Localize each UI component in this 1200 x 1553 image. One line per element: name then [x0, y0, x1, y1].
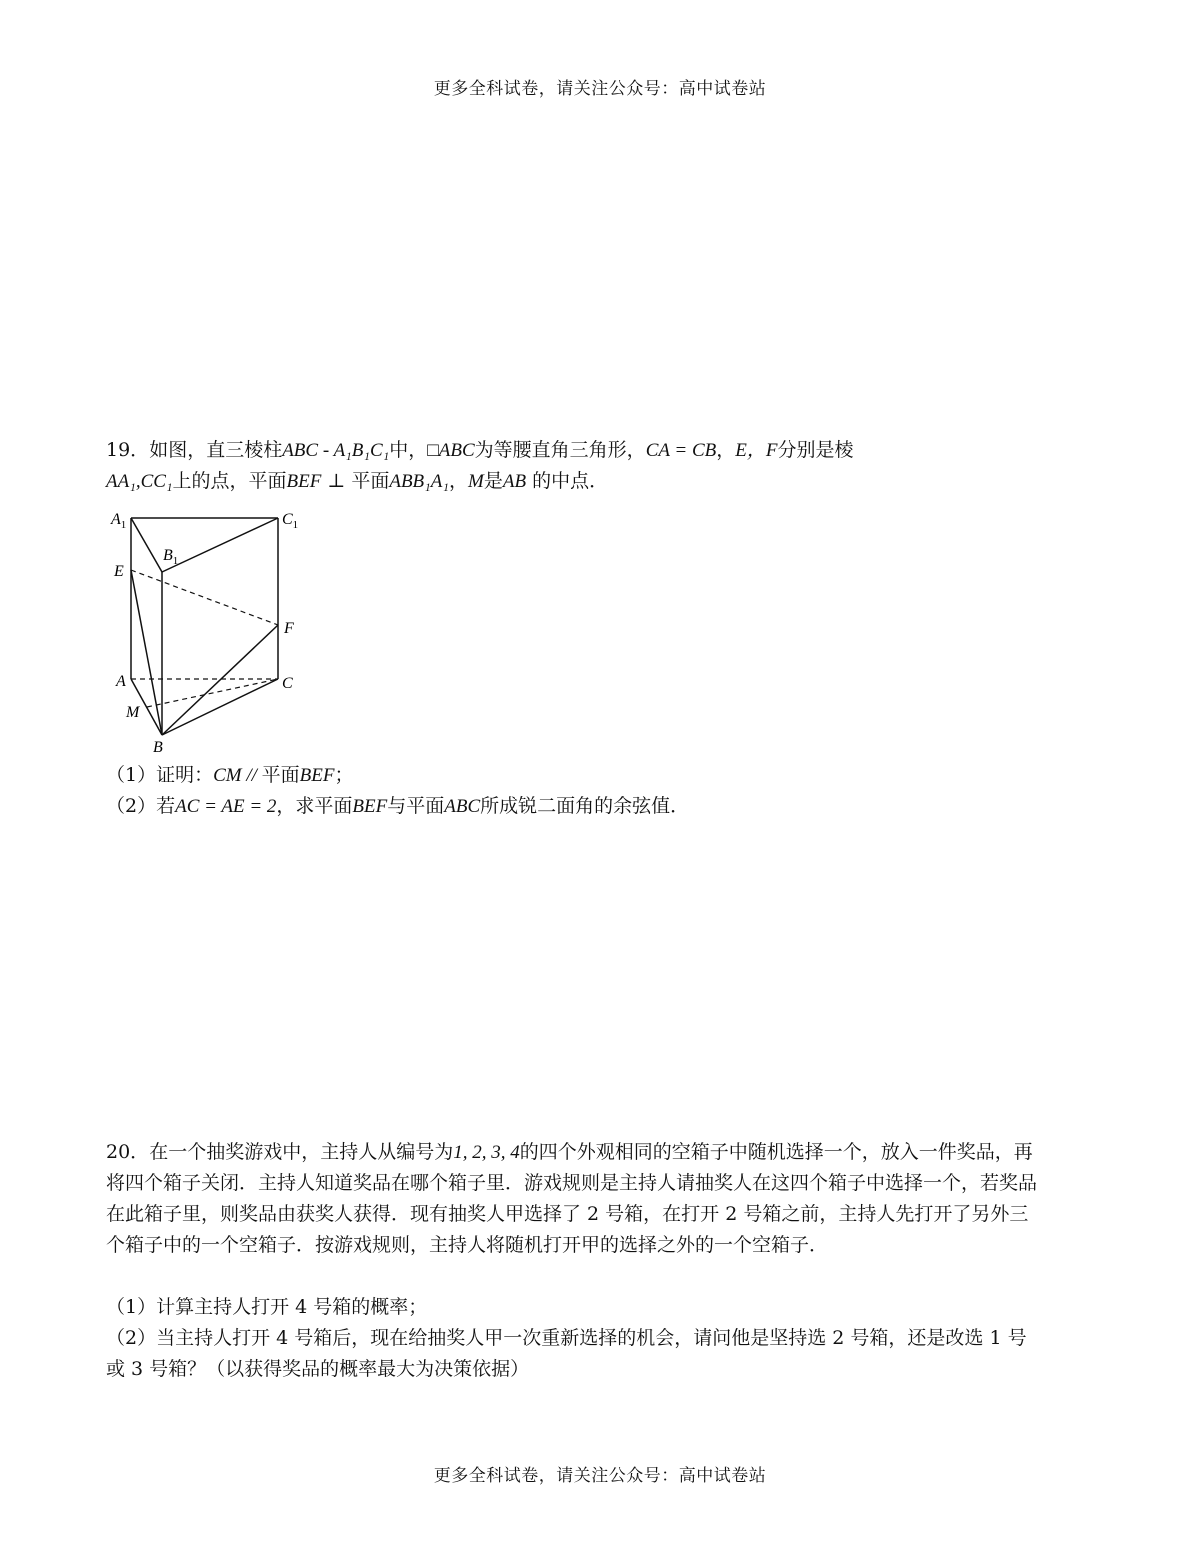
edge-cm-hidden [147, 679, 278, 707]
q19-plane-abb: ABB₁A₁ [389, 471, 449, 492]
edge-bc [162, 679, 278, 735]
q19-part2-text: 与平面 [387, 795, 445, 817]
q19-part2-math: AC = AE = 2 [175, 796, 277, 817]
q19-part2-plane-bef: BEF [352, 796, 388, 817]
q19-part-1 [106, 760, 689, 791]
q19-point-m: M [468, 471, 484, 492]
label-a: A [116, 673, 126, 690]
page-footer: 更多全科试卷，请关注公众号：高中试卷站 [433, 1466, 767, 1486]
q19-text: ， [448, 470, 468, 492]
label-c: C [282, 675, 293, 692]
q19-parts [106, 760, 689, 822]
q19-edges: AA₁,CC₁ [106, 471, 173, 492]
q19-triangle: □ABC [427, 440, 475, 461]
label-a1: $A_1$ [111, 511, 127, 531]
q19-part2-end: 所成锐二面角的余弦值． [480, 795, 690, 817]
q19-perp: ⊥ [321, 470, 352, 492]
label-m: M [126, 704, 140, 721]
q19-line-2 [106, 466, 1041, 497]
q19-part1-label: （1）证明： [106, 764, 214, 786]
page-header: 更多全科试卷，请关注公众号：高中试卷站 [433, 79, 767, 99]
label-e: E [114, 563, 124, 580]
q20-number: 20． [106, 1141, 150, 1163]
prism-figure [106, 500, 336, 755]
q19-part2-label: （2）若 [106, 795, 176, 817]
q19-equation: CA = CB [645, 440, 717, 461]
q19-part1-plane: BEF [299, 765, 335, 786]
q19-number: 19． [106, 439, 150, 461]
q19-points-ef: E，F [735, 440, 778, 461]
label-b1: $B_1$ [163, 547, 179, 567]
q19-text: 为等腰直角三角形， [474, 439, 646, 461]
edge-bf [162, 625, 278, 735]
q19-text: ， [716, 439, 736, 461]
question-20 [106, 1137, 1041, 1261]
question-19 [106, 435, 1041, 497]
q19-text: 上的点，平面 [172, 470, 287, 492]
q19-part1-math: CM // [213, 765, 262, 786]
q19-segment-ab: AB [502, 471, 527, 492]
edge-b1c1 [162, 518, 278, 572]
q20-parts [106, 1292, 1041, 1385]
label-b: B [153, 739, 163, 755]
q19-part-2 [106, 791, 689, 822]
q19-line-1 [106, 435, 1041, 466]
q19-part2-text: ，求平面 [276, 795, 353, 817]
q19-text: 的中点． [526, 470, 609, 492]
q19-plane-bef: BEF [286, 471, 322, 492]
q19-text: 如图，直三棱柱 [149, 439, 283, 461]
q19-text: 中， [389, 439, 428, 461]
q20-part-1: （1）计算主持人打开 4 号箱的概率； [106, 1296, 428, 1318]
q20-box-numbers: 1, 2, 3, 4 [453, 1142, 520, 1163]
q20-body-2: 的四个外观相同的空箱子中随机选择一个，放入一件奖品，再将四个箱子关闭．主持人知道奖品在哪个箱子里．游戏规则是主持人请抽奖人在这四个箱子中选择一个，若奖品在此箱子里，则奖品由获奖人获得．现有抽奖人甲选择了 2 号箱，在打开 2 号箱之前，主持人先打开了另外三个箱子中的一个空箱子．按游戏规则，主持人将随机打开甲的选择之外的一个空箱子． [106, 1141, 1038, 1256]
q20-body-1: 在一个抽奖游戏中，主持人从编号为 [149, 1141, 454, 1163]
label-c1: $C_1$ [282, 511, 299, 531]
q19-text: 分别是棱 [777, 439, 854, 461]
q19-part1-end: ； [334, 764, 354, 786]
q19-text: 是 [483, 470, 503, 492]
q19-text: 平面 [351, 470, 390, 492]
edge-ef-hidden [131, 570, 278, 625]
label-f: F [284, 620, 294, 637]
q19-prism: ABC - A₁B₁C₁ [282, 440, 390, 461]
q19-part2-plane-abc: ABC [444, 796, 481, 817]
edge-a1b1 [131, 518, 162, 572]
q20-part-2: （2）当主持人打开 4 号箱后，现在给抽奖人甲一次重新选择的机会，请问他是坚持选 2 号箱，还是改选 1 号或 3 号箱？（以获得奖品的概率最大为决策依据） [106, 1327, 1027, 1380]
q19-part1-text: 平面 [261, 764, 300, 786]
